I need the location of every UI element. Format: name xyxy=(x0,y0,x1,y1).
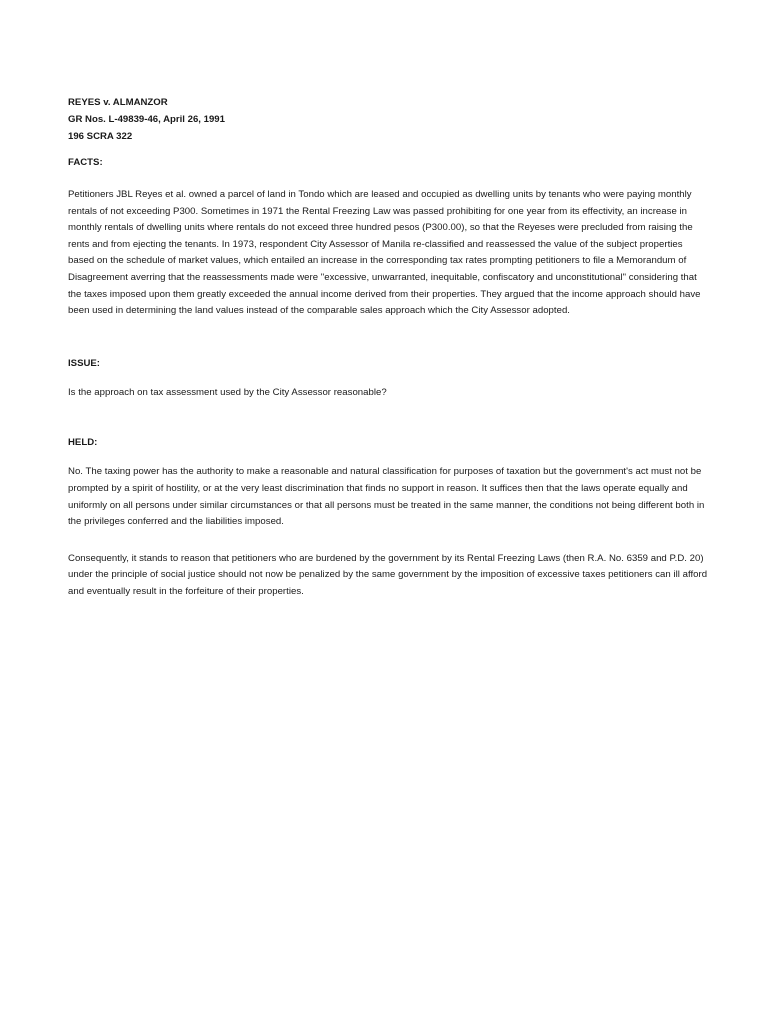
gr-number: GR Nos. L-49839-46, April 26, 1991 xyxy=(68,114,225,125)
held-paragraph-2: Consequently, it stands to reason that petitioners who are burdened by the government by its Rental Freezing Laws (then R.A. No. 6359 and P.D. 20) under the principle of social justice should not now be penalized by the same government by the imposition of excessive taxes petitioners can ill afford and eventually result in the forfeiture of their properties. xyxy=(68,552,708,597)
case-title: REYES v. ALMANZOR xyxy=(68,97,168,108)
document-content xyxy=(68,94,708,601)
issue-paragraph: Is the approach on tax assessment used by the City Assessor reasonable? xyxy=(68,386,387,398)
facts-paragraph: Petitioners JBL Reyes et al. owned a parcel of land in Tondo which are leased and occupied as dwelling units by tenants who were paying monthly rentals of not exceeding P300. Sometimes in 1971 the Rental Freezing Law was passed prohibiting for one year from its effectivity, an increase in monthly rentals of dwelling units where rentals do not exceed three hundred pesos (P300.00), so that the Reyeses were precluded from raising the rents and from ejecting the tenants. In 1973, respondent City Assessor of Manila re-classified and reassessed the value of the subject properties based on the schedule of market values, which entailed an increase in the corresponding tax rates prompting petitioners to file a Memorandum of Disagreement averring that the reassessments made were "excessive, unwarranted, inequitable, confiscatory and unconstitutional" considering that the taxes imposed upon them greatly exceeded the annual income derived from their properties. They argued that the income approach should have been used in determining the land values instead of the comparable sales approach which the City Assessor adopted. xyxy=(68,189,701,317)
facts-heading: FACTS: xyxy=(68,157,103,168)
issue-heading: ISSUE: xyxy=(68,357,100,369)
scra-citation: 196 SCRA 322 xyxy=(68,131,133,142)
held-paragraph: No. The taxing power has the authority to make a reasonable and natural classification for purposes of taxation but the government's act must not be prompted by a spirit of hostility, or at the very least discrimination that finds no support in reason. It suffices then that the laws operate equally and uniformly on all persons under similar circumstances or that all persons must be treated in the same manner, the conditions not being different both in the privileges conferred and the liabilities imposed. xyxy=(68,466,705,528)
held-heading: HELD: xyxy=(68,437,98,449)
